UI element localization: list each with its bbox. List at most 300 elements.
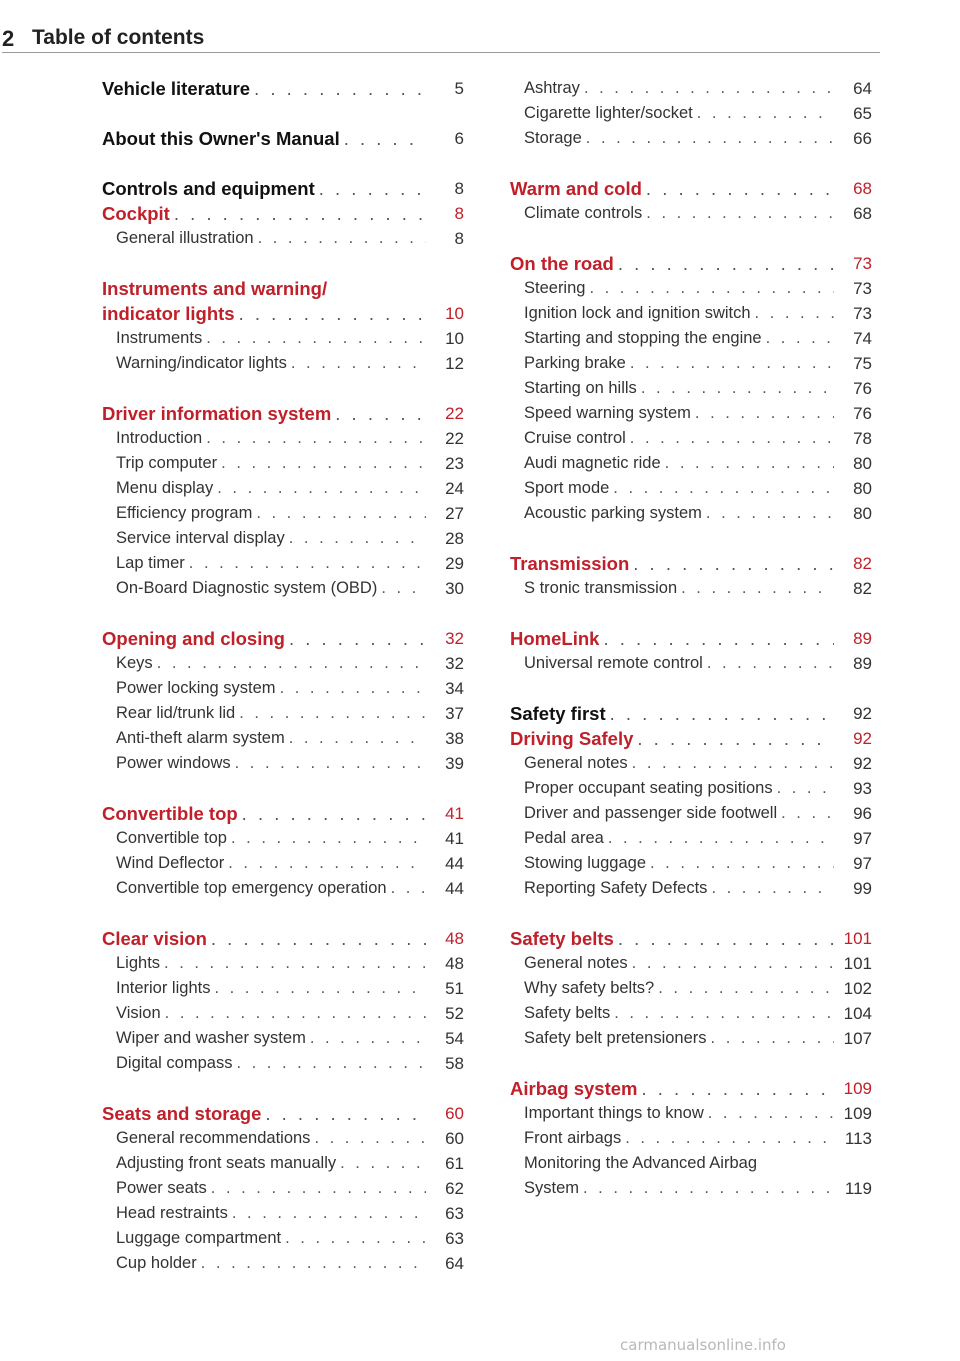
toc-page-number: 109: [843, 1079, 872, 1098]
toc-spacer: [102, 601, 464, 626]
dot-leader: [164, 951, 426, 976]
toc-section-entry[interactable]: [102, 926, 464, 951]
dot-leader: [777, 776, 834, 801]
toc-page-number: 89: [853, 654, 872, 673]
toc-entry[interactable]: [102, 1126, 464, 1151]
toc-page-number: 73: [853, 279, 872, 298]
toc-entry[interactable]: [102, 651, 464, 676]
toc-entry[interactable]: [102, 476, 464, 501]
toc-entry-title: Starting on hills: [524, 379, 637, 397]
toc-entry[interactable]: [102, 501, 464, 526]
dot-leader: [637, 726, 834, 751]
dot-leader: [650, 851, 834, 876]
dot-leader: [711, 876, 834, 901]
toc-page-number: 66: [853, 129, 872, 148]
toc-entry-title: Introduction: [116, 429, 203, 447]
toc-page-number: 30: [445, 579, 464, 598]
dot-leader: [228, 851, 426, 876]
toc-entry-title: Sport mode: [524, 479, 610, 497]
toc-entry[interactable]: [102, 1151, 464, 1176]
toc-entry-title: Driver information system: [102, 403, 332, 424]
dot-leader: [613, 476, 834, 501]
toc-entry[interactable]: [102, 826, 464, 851]
dot-leader: [289, 726, 426, 751]
toc-entry[interactable]: [102, 426, 464, 451]
toc-right-column: [510, 76, 872, 1201]
toc-entry-title: Starting and stopping the engine: [524, 329, 762, 347]
dot-leader: [761, 1151, 834, 1176]
toc-entry[interactable]: [510, 876, 872, 901]
toc-entry[interactable]: [510, 976, 872, 1001]
dot-leader: [310, 1026, 426, 1051]
toc-entry[interactable]: [102, 1176, 464, 1201]
toc-page-number: 12: [445, 354, 464, 373]
page-header: [2, 26, 880, 54]
toc-section-entry[interactable]: [102, 626, 464, 651]
dot-leader: [231, 826, 426, 851]
dot-leader: [646, 176, 834, 201]
toc-entry-title: Convertible top emergency operation: [116, 879, 387, 897]
toc-page-number: 37: [445, 704, 464, 723]
toc-page-number: 107: [843, 1029, 872, 1048]
dot-leader: [331, 276, 426, 301]
toc-page-number: 32: [445, 654, 464, 673]
toc-entry[interactable]: [102, 726, 464, 751]
toc-entry[interactable]: [102, 1001, 464, 1026]
toc-entry-title: Universal remote control: [524, 654, 703, 672]
toc-entry-title: On the road: [510, 253, 614, 274]
dot-leader: [586, 126, 834, 151]
toc-entry-title: Warm and cold: [510, 178, 642, 199]
toc-section-entry[interactable]: [102, 276, 464, 301]
toc-page-number: 99: [853, 879, 872, 898]
toc-entry-title: S tronic transmission: [524, 579, 678, 597]
toc-page-number: 63: [445, 1204, 464, 1223]
dot-leader: [584, 76, 834, 101]
toc-section-entry[interactable]: [102, 401, 464, 426]
toc-entry[interactable]: [510, 476, 872, 501]
toc-entry-title: Opening and closing: [102, 628, 285, 649]
toc-page-number: 60: [445, 1129, 464, 1148]
toc-entry-title: Adjusting front seats manually: [116, 1154, 337, 1172]
toc-section-entry[interactable]: [102, 1101, 464, 1126]
toc-entry[interactable]: [510, 751, 872, 776]
toc-page-number: 8: [454, 179, 464, 198]
dot-leader: [157, 651, 426, 676]
toc-page-number: 76: [853, 404, 872, 423]
dot-leader: [214, 976, 426, 1001]
toc-page-number: 78: [853, 429, 872, 448]
toc-entry[interactable]: [510, 851, 872, 876]
toc-entry[interactable]: [510, 76, 872, 101]
toc-entry-title: Cockpit: [102, 203, 170, 224]
toc-entry[interactable]: [102, 1026, 464, 1051]
toc-page-number: 75: [853, 354, 872, 373]
toc-page-number: 76: [853, 379, 872, 398]
toc-spacer: [102, 776, 464, 801]
toc-entry[interactable]: [510, 826, 872, 851]
toc-entry-title: Safety belts: [510, 928, 614, 949]
toc-spacer: [510, 601, 872, 626]
dot-leader: [381, 576, 426, 601]
toc-entry-title: Why safety belts?: [524, 979, 655, 997]
dot-leader: [630, 426, 834, 451]
toc-page-number: 6: [454, 129, 464, 148]
dot-leader: [632, 751, 834, 776]
toc-entry[interactable]: [102, 451, 464, 476]
toc-entry[interactable]: [510, 776, 872, 801]
toc-page-number: 41: [445, 829, 464, 848]
toc-entry-title: Warning/indicator lights: [116, 354, 287, 372]
dot-leader: [755, 301, 834, 326]
toc-page-number: 97: [853, 854, 872, 873]
toc-entry[interactable]: [510, 426, 872, 451]
toc-page-number: 92: [853, 704, 872, 723]
toc-section-entry[interactable]: [510, 176, 872, 201]
toc-entry-title: Cup holder: [116, 1254, 197, 1272]
toc-entry[interactable]: [510, 401, 872, 426]
dot-leader: [258, 226, 426, 251]
toc-page-number: 24: [445, 479, 464, 498]
toc-entry-title: Instruments: [116, 329, 203, 347]
toc-page-number: 96: [853, 804, 872, 823]
toc-entry[interactable]: [102, 351, 464, 376]
toc-entry-title: Driver and passenger side footwell: [524, 804, 778, 822]
toc-entry-title: General illustration: [116, 229, 254, 247]
toc-entry-title: HomeLink: [510, 628, 600, 649]
toc-entry-title: Anti-theft alarm system: [116, 729, 285, 747]
dot-leader: [211, 1176, 426, 1201]
toc-entry-title: Service interval display: [116, 529, 285, 547]
dot-leader: [665, 451, 834, 476]
toc-page-number: 48: [445, 954, 464, 973]
toc-entry-title: On-Board Diagnostic system (OBD): [116, 579, 378, 597]
toc-section-entry[interactable]: [102, 201, 464, 226]
toc-entry-title: Monitoring the Advanced Airbag: [524, 1154, 757, 1172]
toc-entry[interactable]: [510, 1101, 872, 1126]
toc-entry-title: Convertible top: [116, 829, 227, 847]
toc-spacer: [510, 526, 872, 551]
toc-entry-title: Vision: [116, 1004, 161, 1022]
dot-leader: [610, 701, 834, 726]
dot-leader: [618, 251, 834, 276]
toc-entry-title: Digital compass: [116, 1054, 233, 1072]
toc-spacer: [510, 676, 872, 701]
toc-page-number: 104: [843, 1004, 872, 1023]
dot-leader: [221, 451, 426, 476]
toc-section-entry[interactable]: [102, 126, 464, 151]
toc-section-entry[interactable]: [510, 626, 872, 651]
toc-page-number: 102: [843, 979, 872, 998]
dot-leader: [641, 376, 834, 401]
toc-entry[interactable]: [102, 951, 464, 976]
toc-entry[interactable]: [510, 1026, 872, 1051]
toc-entry-title: Convertible top: [102, 803, 238, 824]
toc-page-number: 10: [445, 329, 464, 348]
dot-leader: [174, 201, 426, 226]
dot-leader: [211, 926, 426, 951]
toc-page-number: 113: [844, 1129, 872, 1148]
toc-entry-title: Safety belt pretensioners: [524, 1029, 707, 1047]
toc-page-number: 64: [445, 1254, 464, 1273]
toc-entry[interactable]: [102, 226, 464, 251]
toc-page-number: 89: [853, 629, 872, 648]
toc-page-number: 48: [445, 929, 464, 948]
toc-page-number: 82: [853, 579, 872, 598]
toc-page-number: 8: [454, 229, 464, 248]
toc-section-entry[interactable]: [510, 251, 872, 276]
toc-entry-title: Head restraints: [116, 1204, 228, 1222]
dot-leader: [285, 1226, 426, 1251]
toc-entry[interactable]: [102, 326, 464, 351]
toc-page-number: 22: [445, 404, 464, 423]
dot-leader: [189, 551, 426, 576]
dot-leader: [766, 326, 834, 351]
toc-entry-title: Reporting Safety Defects: [524, 879, 708, 897]
toc-page-number: 80: [853, 504, 872, 523]
toc-entry[interactable]: [102, 1051, 464, 1076]
toc-entry[interactable]: [510, 376, 872, 401]
toc-entry[interactable]: [510, 1126, 872, 1151]
toc-entry-title: Instruments and warning/: [102, 278, 328, 299]
toc-entry-title: Stowing luggage: [524, 854, 647, 872]
toc-entry[interactable]: [102, 1226, 464, 1251]
toc-entry[interactable]: [102, 526, 464, 551]
toc-page-number: 54: [445, 1029, 464, 1048]
toc-entry[interactable]: [102, 676, 464, 701]
dot-leader: [340, 1151, 426, 1176]
dot-leader: [583, 1176, 834, 1201]
toc-entry-title: Menu display: [116, 479, 214, 497]
toc-entry[interactable]: [510, 1151, 872, 1176]
dot-leader: [344, 126, 426, 151]
toc-page-number: 101: [843, 954, 872, 973]
dot-leader: [618, 926, 834, 951]
dot-leader: [280, 676, 426, 701]
toc-entry[interactable]: [102, 876, 464, 901]
toc-section-entry[interactable]: [102, 301, 464, 326]
toc-entry-title: Safety belts: [524, 1004, 611, 1022]
toc-page-number: [838, 1151, 872, 1176]
dot-leader: [625, 1126, 834, 1151]
toc-entry[interactable]: [510, 301, 872, 326]
toc-entry-title: Pedal area: [524, 829, 604, 847]
dot-leader: [254, 76, 426, 101]
toc-entry-title: General recommendations: [116, 1129, 311, 1147]
toc-spacer: [102, 1076, 464, 1101]
toc-section-entry[interactable]: [510, 701, 872, 726]
toc-entry-title: Front airbags: [524, 1129, 622, 1147]
toc-page-number: 34: [445, 679, 464, 698]
toc-entry[interactable]: [510, 501, 872, 526]
toc-page-number: 52: [445, 1004, 464, 1023]
toc-entry[interactable]: [510, 351, 872, 376]
dot-leader: [235, 751, 426, 776]
toc-entry[interactable]: [510, 951, 872, 976]
toc-spacer: [102, 376, 464, 401]
dot-leader: [608, 826, 834, 851]
toc-page-number: 73: [853, 254, 872, 273]
toc-page-number: 32: [445, 629, 464, 648]
toc-entry-title: Driving Safely: [510, 728, 634, 749]
dot-leader: [630, 351, 834, 376]
toc-page-number: 58: [445, 1054, 464, 1073]
dot-leader: [242, 801, 426, 826]
toc-entry-title: System: [524, 1179, 580, 1197]
toc-page-number: 29: [445, 554, 464, 573]
toc-entry[interactable]: [510, 651, 872, 676]
toc-page-number: 73: [853, 304, 872, 323]
toc-entry-title: Power locking system: [116, 679, 276, 697]
toc-entry[interactable]: [510, 201, 872, 226]
toc-spacer: [510, 901, 872, 926]
dot-leader: [697, 101, 834, 126]
toc-entry-title: Proper occupant seating positions: [524, 779, 773, 797]
toc-section-entry[interactable]: [102, 801, 464, 826]
dot-leader: [289, 526, 426, 551]
toc-entry[interactable]: [510, 451, 872, 476]
toc-entry-title: Airbag system: [510, 1078, 638, 1099]
dot-leader: [781, 801, 834, 826]
toc-entry[interactable]: [102, 1251, 464, 1276]
toc-entry-title: indicator lights: [102, 303, 235, 324]
toc-entry-title: Rear lid/trunk lid: [116, 704, 236, 722]
toc-section-entry[interactable]: [510, 1076, 872, 1101]
toc-section-entry[interactable]: [510, 926, 872, 951]
watermark: carmanualsonline.info: [620, 1336, 786, 1354]
toc-entry[interactable]: [102, 851, 464, 876]
toc-page-number: 92: [853, 754, 872, 773]
dot-leader: [232, 1201, 426, 1226]
dot-leader: [633, 551, 834, 576]
toc-entry-title: General notes: [524, 954, 628, 972]
toc-entry-title: General notes: [524, 754, 628, 772]
toc-page-number: 22: [445, 429, 464, 448]
toc-entry[interactable]: [510, 276, 872, 301]
toc-spacer: [102, 151, 464, 176]
toc-section-entry[interactable]: [102, 76, 464, 101]
toc-entry-title: Ashtray: [524, 79, 580, 97]
toc-entry-title: Cruise control: [524, 429, 626, 447]
toc-entry[interactable]: [102, 1201, 464, 1226]
toc-entry[interactable]: [102, 701, 464, 726]
toc-entry-title: Wind Deflector: [116, 854, 225, 872]
dot-leader: [206, 326, 426, 351]
toc-entry[interactable]: [102, 751, 464, 776]
dot-leader: [291, 351, 426, 376]
dot-leader: [695, 401, 834, 426]
toc-spacer: [510, 1051, 872, 1076]
toc-entry-title: Speed warning system: [524, 404, 691, 422]
toc-entry-title: Keys: [116, 654, 153, 672]
toc-spacer: [102, 901, 464, 926]
page-number: 2: [2, 26, 15, 51]
toc-entry-title: Efficiency program: [116, 504, 253, 522]
dot-leader: [603, 626, 834, 651]
dot-leader: [614, 1001, 834, 1026]
toc-entry-title: Lap timer: [116, 554, 185, 572]
toc-page-number: 39: [445, 754, 464, 773]
toc-page-number: 44: [445, 854, 464, 873]
toc-entry-title: Steering: [524, 279, 586, 297]
toc-page-number: 61: [445, 1154, 464, 1173]
toc-entry-title: Audi magnetic ride: [524, 454, 661, 472]
dot-leader: [256, 501, 426, 526]
toc-entry[interactable]: [510, 1176, 872, 1201]
toc-entry[interactable]: [510, 801, 872, 826]
toc-page-number: 82: [853, 554, 872, 573]
dot-leader: [711, 1026, 834, 1051]
toc-entry-title: Cigarette lighter/socket: [524, 104, 693, 122]
toc-entry-title: Storage: [524, 129, 582, 147]
toc-spacer: [510, 151, 872, 176]
toc-entry-title: Power windows: [116, 754, 231, 772]
toc-page-number: 51: [445, 979, 464, 998]
dot-leader: [236, 1051, 426, 1076]
dot-leader: [165, 1001, 426, 1026]
toc-section-entry[interactable]: [510, 726, 872, 751]
dot-leader: [319, 176, 426, 201]
toc-entry-title: Seats and storage: [102, 1103, 262, 1124]
toc-entry[interactable]: [102, 976, 464, 1001]
dot-leader: [239, 301, 426, 326]
toc-page-number: 65: [853, 104, 872, 123]
dot-leader: [707, 651, 834, 676]
toc-entry[interactable]: [510, 126, 872, 151]
toc-entry-title: Parking brake: [524, 354, 626, 372]
toc-entry[interactable]: [510, 326, 872, 351]
toc-entry-title: Trip computer: [116, 454, 218, 472]
toc-spacer: [510, 226, 872, 251]
toc-page-number: 74: [853, 329, 872, 348]
toc-entry-title: Interior lights: [116, 979, 211, 997]
dot-leader: [589, 276, 834, 301]
dot-leader: [658, 976, 834, 1001]
toc-entry[interactable]: [102, 551, 464, 576]
toc-section-entry[interactable]: [102, 176, 464, 201]
toc-page-number: 93: [853, 779, 872, 798]
toc-page-number: 27: [445, 504, 464, 523]
toc-entry[interactable]: [510, 1001, 872, 1026]
header-divider: [2, 52, 880, 53]
toc-entry-title: Clear vision: [102, 928, 207, 949]
toc-page-number: 10: [445, 304, 464, 323]
dot-leader: [239, 701, 426, 726]
toc-page-number: 23: [445, 454, 464, 473]
toc-section-entry[interactable]: [510, 551, 872, 576]
toc-entry-title: Climate controls: [524, 204, 643, 222]
toc-page-number: 60: [445, 1104, 464, 1123]
toc-entry[interactable]: [510, 101, 872, 126]
dot-leader: [391, 876, 426, 901]
toc-entry[interactable]: [102, 576, 464, 601]
dot-leader: [201, 1251, 426, 1276]
dot-leader: [642, 1076, 835, 1101]
toc-left-column: [102, 76, 464, 1276]
toc-page-number: 68: [853, 204, 872, 223]
toc-page-number: 109: [843, 1104, 872, 1123]
dot-leader: [206, 426, 426, 451]
dot-leader: [217, 476, 426, 501]
toc-spacer: [102, 251, 464, 276]
toc-entry-title: Acoustic parking system: [524, 504, 702, 522]
toc-page-number: 38: [445, 729, 464, 748]
page-title: Table of contents: [32, 26, 205, 49]
dot-leader: [708, 1101, 834, 1126]
dot-leader: [632, 951, 834, 976]
toc-entry[interactable]: [510, 576, 872, 601]
toc-page-number: 63: [445, 1229, 464, 1248]
